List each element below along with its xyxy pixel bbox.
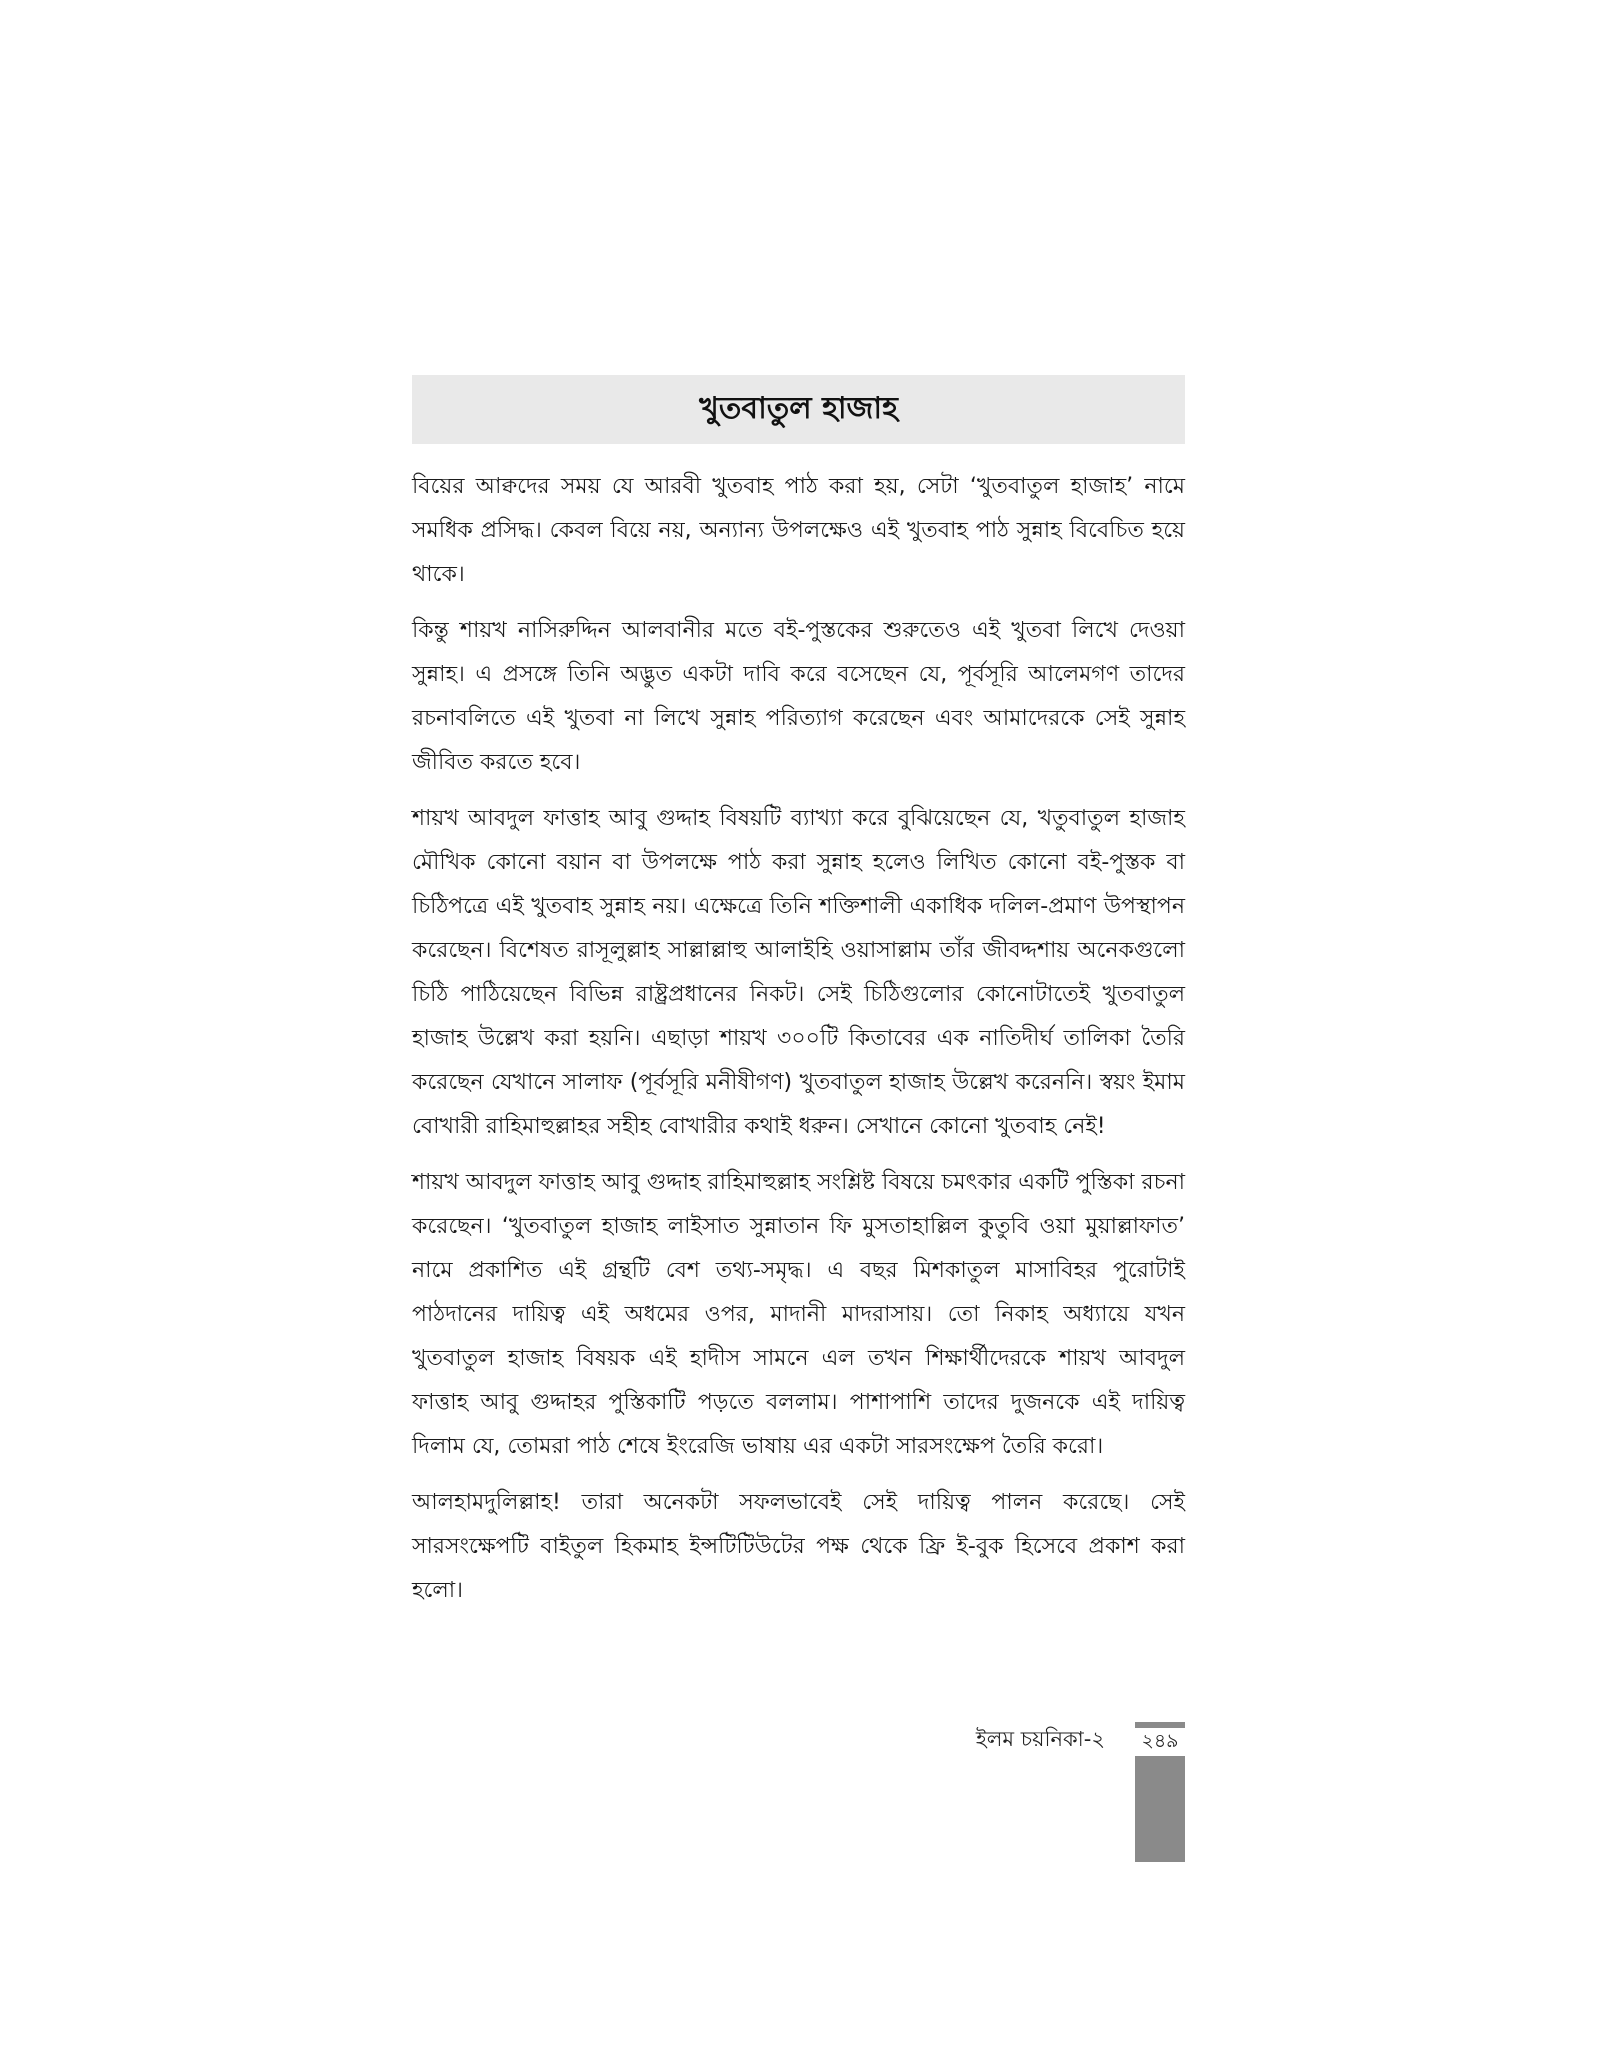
paragraph: কিন্তু শায়খ নাসিরুদ্দিন আলবানীর মতে বই-পুস্তকের শুরুতেও এই খুতবা লিখে দেওয়া সুন্নাহ। এ প্রসঙ্গে তিনি অদ্ভুত একটা দাবি করে বসেছেন যে, পূর্বসূরি আলেমগণ তাদের রচনাবলিতে এই খুতবা না লিখে সুন্নাহ পরিত্যাগ করেছেন এবং আমাদেরকে সেই সুন্নাহ জীবিত করতে হবে। [412,618,1185,775]
paragraph: শায়খ আবদুল ফাত্তাহ আবু গুদ্দাহ বিষয়টি ব্যাখ্যা করে বুঝিয়েছেন যে, খতুবাতুল হাজাহ মৌখিক কোনো বয়ান বা উপলক্ষে পাঠ করা সুন্নাহ হলেও লিখিত কোনো বই-পুস্তক বা চিঠিপত্রে এই খুতবাহ সুন্নাহ নয়। এক্ষেত্রে তিনি শক্তিশালী একাধিক দলিল-প্রমাণ উপস্থাপন করেছেন। বিশেষত রাসূলুল্লাহ সাল্লাল্লাহু আলাইহি ওয়াসাল্লাম তাঁর জীবদ্দশায় অনেকগুলো চিঠি পাঠিয়েছেন বিভিন্ন রাষ্ট্রপ্রধানের নিকট। সেই চিঠিগুলোর কোনোটাতেই খুতবাতুল হাজাহ উল্লেখ করা হয়নি। এছাড়া শায়খ ৩০০টি কিতাবের এক নাতিদীর্ঘ তালিকা তৈরি করেছেন যেখানে সালাফ (পূর্বসূরি মনীষীগণ) খুতবাতুল হাজাহ উল্লেখ করেননি। স্বয়ং ইমাম বোখারী রাহিমাহুল্লাহর সহীহ বোখারীর কথাই ধরুন। সেখানে কোনো খুতবাহ নেই! [412,806,1185,1139]
chapter-title: খুতবাতুল হাজাহ [699,391,898,426]
body-text [412,465,1185,1625]
page-number: ২৪৯ [1135,1722,1185,1756]
page-number-tab [1135,1722,1185,1862]
paragraph: আলহামদুলিল্লাহ! তারা অনেকটা সফলভাবেই সেই দায়িত্ব পালন করেছে। সেই সারসংক্ষেপটি বাইতুল হিকমাহ ইন্সটিটিউটের পক্ষ থেকে ফ্রি ই-বুক হিসেবে প্রকাশ করা হলো। [412,1490,1185,1603]
running-book-title: ইলম চয়নিকা-২ [975,1727,1105,1751]
page-footer [975,1722,1185,1862]
chapter-title-band [412,375,1185,444]
paragraph: শায়খ আবদুল ফাত্তাহ আবু গুদ্দাহ রাহিমাহুল্লাহ সংশ্লিষ্ট বিষয়ে চমৎকার একটি পুস্তিকা রচনা করেছেন। ‘খুতবাতুল হাজাহ লাইসাত সুন্নাতান ফি মুসতাহাল্লিল কুতুবি ওয়া মুয়াল্লাফাত’ নামে প্রকাশিত এই গ্রন্থটি বেশ তথ্য-সমৃদ্ধ। এ বছর মিশকাতুল মাসাবিহর পুরোটাই পাঠদানের দায়িত্ব এই অধমের ওপর, মাদানী মাদরাসায়। তো নিকাহ অধ্যায়ে যখন খুতবাতুল হাজাহ বিষয়ক এই হাদীস সামনে এল তখন শিক্ষার্থীদেরকে শায়খ আবদুল ফাত্তাহ আবু গুদ্দাহর পুস্তিকাটি পড়তে বললাম। পাশাপাশি তাদের দুজনকে এই দায়িত্ব দিলাম যে, তোমরা পাঠ শেষে ইংরেজি ভাষায় এর একটা সারসংক্ষেপ তৈরি করো। [412,1170,1185,1459]
paragraph: বিয়ের আক্বদের সময় যে আরবী খুতবাহ পাঠ করা হয়, সেটা ‘খুতবাতুল হাজাহ’ নামে সমধিক প্রসিদ্ধ। কেবল বিয়ে নয়, অন্যান্য উপলক্ষেও এই খুতবাহ পাঠ সুন্নাহ বিবেচিত হয়ে থাকে। [412,474,1185,587]
